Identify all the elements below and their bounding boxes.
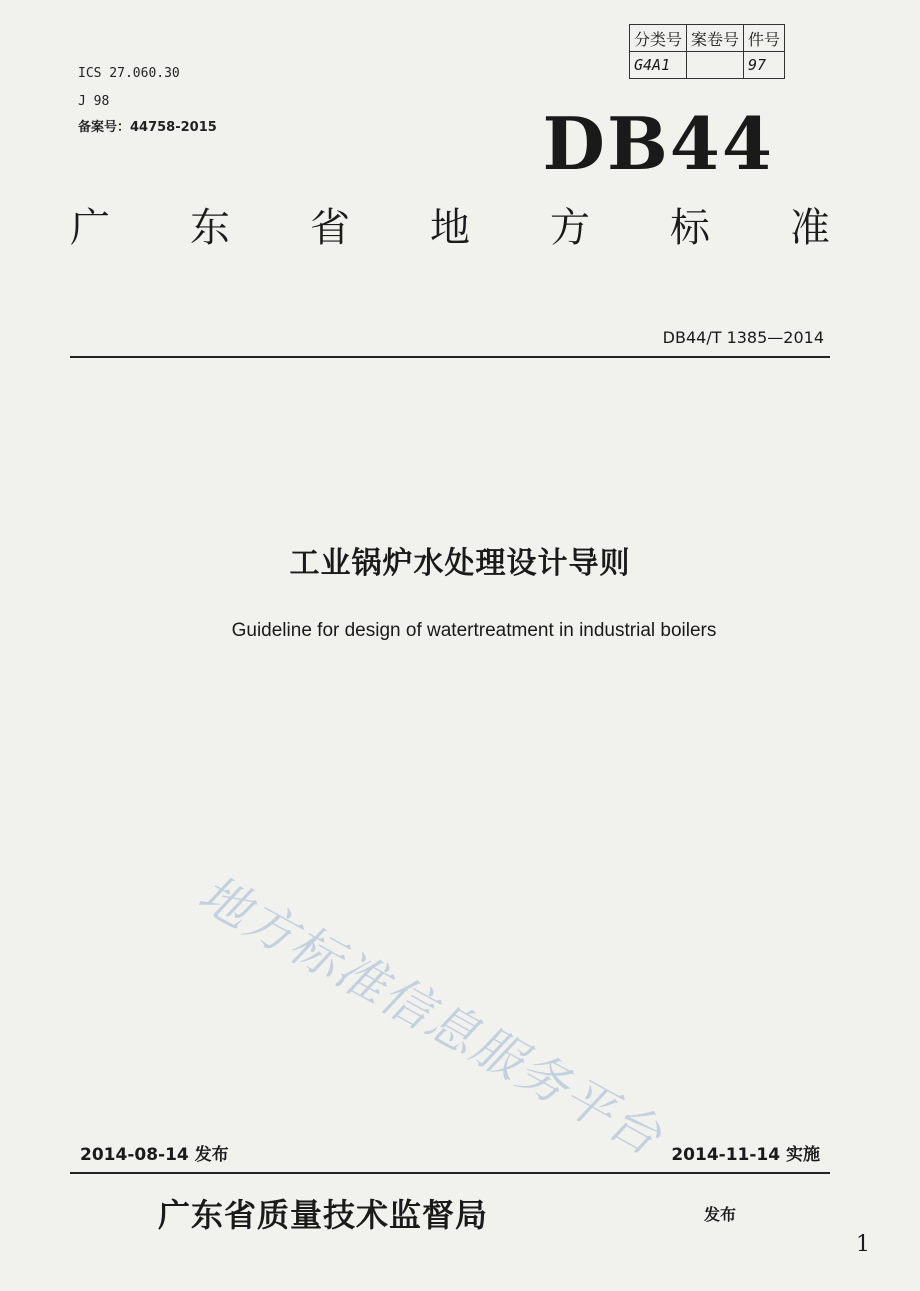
ics-code: ICS 27.060.30 [78, 66, 180, 81]
page-number: 1 [856, 1232, 870, 1257]
standard-type-title [70, 205, 830, 251]
standard-title-char: 标 [670, 205, 710, 251]
standard-title-char: 东 [190, 205, 230, 251]
issuing-label: 发布 [704, 1205, 737, 1224]
standard-title-char: 地 [430, 205, 470, 251]
watermark: 地方标准信息服务平台 [189, 864, 672, 1167]
top-divider [70, 356, 830, 358]
standard-logo: DB44 [542, 101, 774, 186]
standard-title-char: 方 [550, 205, 590, 251]
stamp-header-file-volume: 案卷号 [687, 25, 744, 52]
archive-stamp-box [629, 24, 785, 79]
document-title-english: Guideline for design of watertreatment in industrial boilers [231, 620, 717, 641]
implementation-date: 2014-11-14 实施 [671, 1145, 820, 1165]
document-title-chinese: 工业锅炉水处理设计导则 [289, 546, 631, 581]
filing-number: 备案号：44758-2015 [78, 120, 217, 135]
stamp-value-item: 97 [744, 52, 785, 79]
stamp-header-classification: 分类号 [630, 25, 687, 52]
issue-date: 2014-08-14 发布 [80, 1145, 229, 1165]
stamp-value-file-volume [687, 52, 744, 79]
category-code: J 98 [78, 94, 110, 109]
standard-number: DB44/T 1385—2014 [662, 328, 824, 347]
stamp-header-item: 件号 [744, 25, 785, 52]
standard-title-char: 准 [790, 205, 830, 251]
standard-title-char: 广 [70, 205, 110, 251]
stamp-value-row [630, 52, 785, 79]
issuing-authority: 广东省质量技术监督局 [158, 1196, 489, 1234]
standard-title-char: 省 [310, 205, 350, 251]
stamp-value-classification: G4A1 [630, 52, 687, 79]
stamp-header-row [630, 25, 785, 52]
bottom-divider [70, 1172, 830, 1174]
